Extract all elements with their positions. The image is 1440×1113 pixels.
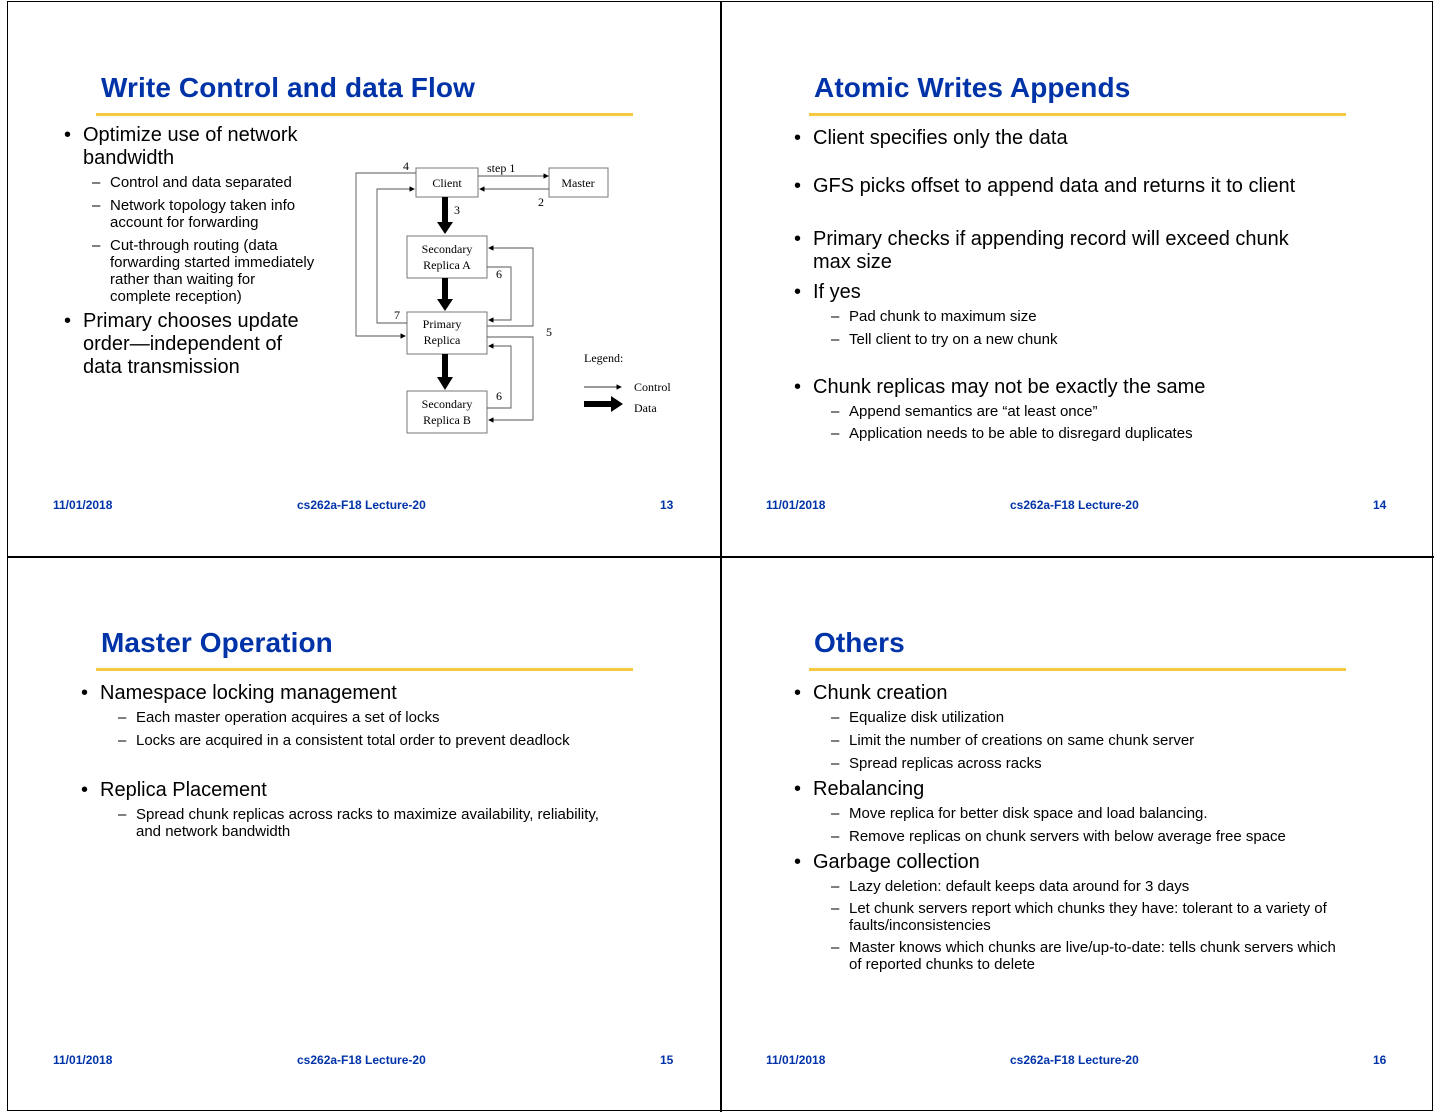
bullet-text: Chunk creation	[813, 682, 948, 704]
bullet-item	[75, 779, 675, 802]
sub-bullet-item	[788, 308, 1388, 325]
title-underline	[96, 113, 633, 116]
legend-title: Legend:	[584, 351, 624, 365]
bullet-item	[788, 281, 1388, 304]
title-underline	[809, 113, 1346, 116]
bullet-icon: •	[64, 310, 72, 332]
dash-icon: –	[92, 174, 101, 191]
footer-course: cs262a-F18 Lecture-20	[1010, 1053, 1139, 1067]
bullet-text: Primary chooses update	[83, 310, 299, 332]
sub-bullet-item	[788, 900, 1408, 934]
dash-icon: –	[831, 403, 840, 420]
sub-bullet-text: Pad chunk to maximum size	[849, 308, 1037, 325]
dash-icon: –	[118, 732, 127, 749]
step-2-label: 2	[538, 195, 544, 209]
master-label: Master	[561, 176, 595, 190]
sub-bullet-item	[788, 709, 1408, 726]
dash-icon: –	[831, 878, 840, 895]
dash-icon: –	[831, 805, 840, 822]
bullet-text: Garbage collection	[813, 851, 980, 873]
title-underline	[809, 668, 1346, 671]
step-4-label: 4	[403, 159, 409, 173]
slide-number: 16	[1373, 1053, 1387, 1067]
sub-bullet-item	[75, 709, 675, 726]
slide-title: Atomic Writes Appends	[814, 72, 1131, 103]
bullet-text: Replica Placement	[100, 779, 267, 801]
bullet-text: Primary checks if appending record will exceed chunk	[813, 228, 1289, 250]
secondary-b-label: Secondary	[421, 397, 473, 411]
dash-icon: –	[831, 732, 840, 749]
bullet-item	[58, 310, 348, 379]
dash-icon: –	[92, 237, 101, 254]
sub-bullet-text: complete reception)	[110, 288, 242, 305]
sub-bullet-item	[788, 331, 1388, 348]
bullet-icon: •	[794, 281, 802, 303]
bullet-icon: •	[794, 127, 802, 149]
sub-bullet-text: Limit the number of creations on same chunk server	[849, 732, 1195, 749]
dash-icon: –	[831, 425, 840, 442]
slide-number: 13	[660, 498, 674, 512]
secondary-b-label: Replica B	[423, 413, 471, 427]
bullet-item	[788, 228, 1388, 274]
bullet-item	[788, 851, 1408, 874]
sub-bullet-text: Lazy deletion: default keeps data around for 3 days	[849, 878, 1190, 895]
slide-title: Write Control and data Flow	[101, 72, 475, 103]
sub-bullet-text: Move replica for better disk space and load balancing.	[849, 805, 1208, 822]
sub-bullet-item	[788, 805, 1408, 822]
sub-bullet-text: Equalize disk utilization	[849, 709, 1005, 726]
slide-content	[788, 127, 1388, 442]
footer-course: cs262a-F18 Lecture-20	[1010, 498, 1139, 512]
title-underline	[96, 668, 633, 671]
sub-bullet-item	[58, 237, 348, 305]
sub-bullet-text: account for forwarding	[110, 214, 259, 231]
slide-content	[788, 682, 1408, 973]
sub-bullet-text: Tell client to try on a new chunk	[849, 331, 1058, 348]
sub-bullet-item	[788, 828, 1408, 845]
sub-bullet-item	[788, 755, 1408, 772]
sub-bullet-text: Remove replicas on chunk servers with below average free space	[849, 828, 1286, 845]
slide-title: Others	[814, 627, 905, 658]
sub-bullet-text: forwarding started immediately	[110, 254, 315, 271]
step-1-label: step 1	[487, 161, 516, 175]
bullet-item	[58, 124, 348, 170]
sub-bullet-text: Network topology taken info	[110, 197, 296, 214]
sub-bullet-text: Each master operation acquires a set of locks	[136, 709, 440, 726]
dash-icon: –	[831, 900, 840, 917]
bullet-text: order—independent of	[83, 333, 283, 355]
dash-icon: –	[831, 939, 840, 956]
sub-bullet-item	[75, 806, 675, 840]
step-6-label: 6	[496, 389, 502, 403]
bullet-item	[788, 682, 1408, 705]
slide-15	[8, 557, 721, 1112]
dash-icon: –	[831, 755, 840, 772]
dash-icon: –	[831, 709, 840, 726]
client-label: Client	[432, 176, 462, 190]
dash-icon: –	[831, 331, 840, 348]
sub-bullet-text: Application needs to be able to disregard duplicates	[849, 425, 1193, 442]
bullet-text: Chunk replicas may not be exactly the same	[813, 376, 1206, 398]
sub-bullet-text: Master knows which chunks are live/up-to-date: tells chunk servers which	[849, 939, 1336, 956]
sub-bullet-item	[788, 878, 1408, 895]
sub-bullet-item	[788, 939, 1408, 973]
bullet-item	[788, 778, 1408, 801]
footer-course: cs262a-F18 Lecture-20	[297, 1053, 426, 1067]
sub-bullet-text: Cut-through routing (data	[110, 237, 278, 254]
bullet-item	[788, 376, 1388, 399]
bullet-text: Optimize use of network	[83, 124, 298, 146]
bullet-text: bandwidth	[83, 147, 175, 169]
bullet-item	[788, 127, 1388, 150]
bullet-text: Client specifies only the data	[813, 127, 1068, 149]
footer-date: 11/01/2018	[766, 498, 826, 512]
sub-bullet-item	[75, 732, 675, 749]
bullet-icon: •	[794, 682, 802, 704]
bullet-item	[75, 682, 675, 705]
slide-13	[8, 2, 721, 557]
slide-content	[75, 682, 675, 840]
step-6-label: 6	[496, 267, 502, 281]
secondary-a-label: Secondary	[421, 242, 473, 256]
sub-bullet-text: of reported chunks to delete	[849, 956, 1035, 973]
footer-course: cs262a-F18 Lecture-20	[297, 498, 426, 512]
footer-date: 11/01/2018	[53, 1053, 113, 1067]
bullet-item	[788, 175, 1388, 198]
dash-icon: –	[831, 828, 840, 845]
bullet-text: max size	[813, 251, 892, 273]
sub-bullet-text: Spread chunk replicas across racks to maximize availability, reliability,	[136, 806, 599, 823]
write-flow-diagram	[346, 156, 686, 446]
bullet-icon: •	[794, 376, 802, 398]
sub-bullet-text: Locks are acquired in a consistent total order to prevent deadlock	[136, 732, 570, 749]
bullet-icon: •	[794, 851, 802, 873]
slide-content	[58, 124, 348, 379]
sub-bullet-text: faults/inconsistencies	[849, 917, 991, 934]
step-3-label: 3	[454, 203, 460, 217]
bullet-icon: •	[794, 228, 802, 250]
sub-bullet-text: Spread replicas across racks	[849, 755, 1042, 772]
footer-date: 11/01/2018	[766, 1053, 826, 1067]
bullet-icon: •	[81, 779, 89, 801]
bullet-text: Rebalancing	[813, 778, 925, 800]
primary-label: Replica	[423, 333, 461, 347]
sub-bullet-text: and network bandwidth	[136, 823, 291, 840]
bullet-icon: •	[81, 682, 89, 704]
slide-number: 14	[1373, 498, 1387, 512]
bullet-icon: •	[794, 175, 802, 197]
slide-16	[721, 557, 1434, 1112]
slide-title: Master Operation	[101, 627, 333, 658]
dash-icon: –	[118, 709, 127, 726]
step-5-label: 5	[546, 325, 552, 339]
sub-bullet-text: Control and data separated	[110, 174, 292, 191]
sub-bullet-item	[58, 197, 348, 231]
sub-bullet-item	[58, 174, 348, 191]
sub-bullet-text: Let chunk servers report which chunks they have: tolerant to a variety of	[849, 900, 1327, 917]
sub-bullet-item	[788, 732, 1408, 749]
legend-data-arrow-icon	[584, 396, 623, 412]
sub-bullet-item	[788, 425, 1388, 442]
legend-control-label: Control	[634, 380, 671, 394]
dash-icon: –	[831, 308, 840, 325]
dash-icon: –	[118, 806, 127, 823]
bullet-icon: •	[64, 124, 72, 146]
slide-14	[721, 2, 1434, 557]
sub-bullet-text: rather than waiting for	[110, 271, 256, 288]
primary-label: Primary	[422, 317, 462, 331]
bullet-text: If yes	[813, 281, 861, 303]
step-7-label: 7	[394, 308, 400, 322]
secondary-a-label: Replica A	[423, 258, 471, 272]
bullet-text: Namespace locking management	[100, 682, 397, 704]
bullet-text: GFS picks offset to append data and returns it to client	[813, 175, 1296, 197]
footer-date: 11/01/2018	[53, 498, 113, 512]
legend-data-label: Data	[634, 401, 657, 415]
slide-number: 15	[660, 1053, 674, 1067]
bullet-icon: •	[794, 778, 802, 800]
sub-bullet-item	[788, 403, 1388, 420]
bullet-text: data transmission	[83, 356, 240, 378]
dash-icon: –	[92, 197, 101, 214]
sub-bullet-text: Append semantics are “at least once”	[849, 403, 1098, 420]
